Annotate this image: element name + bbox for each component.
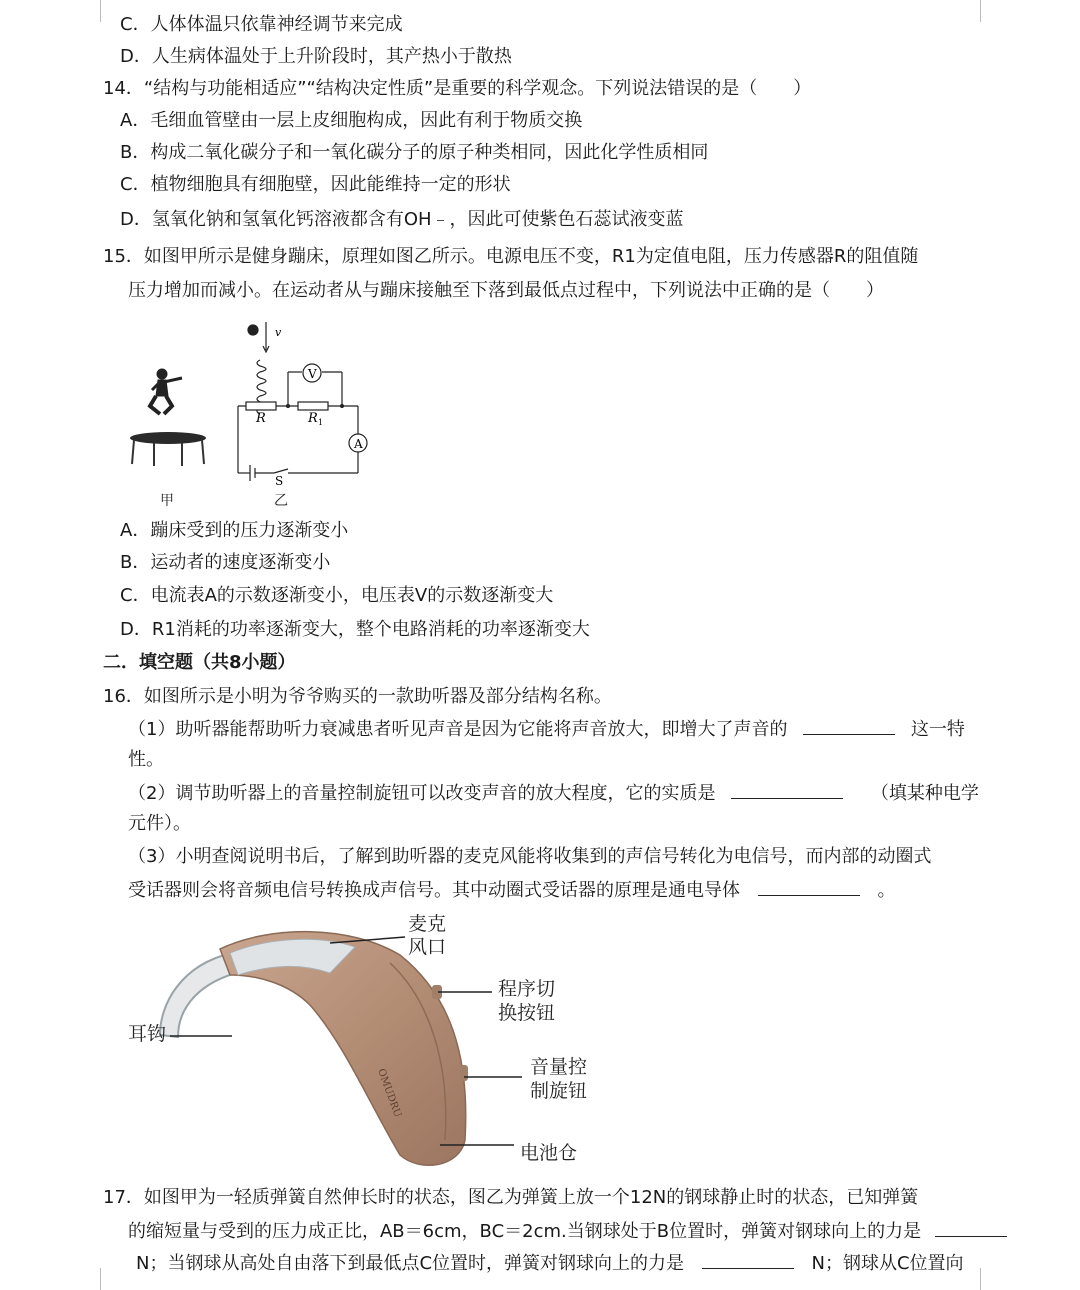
circuit-figure [226,318,376,513]
answer-blank-4[interactable] [935,1218,1007,1237]
q16-part2-text: （2）调节助听器上的音量控制旋钮可以改变声音的放大程度，它的实质是 [128,783,716,804]
label-program-button-2: 换按钮 [498,1002,556,1024]
label-ear-hook: 耳钩 [128,1023,167,1045]
label-program-button-1: 程序切 [498,978,556,1000]
label-voltmeter: V [308,367,317,381]
q17-line3-tail: N；钢球从C位置向 [811,1253,964,1274]
trampoline-mat [130,432,206,444]
q16-part1 [128,716,965,742]
figure-label-yi: 乙 [274,493,288,509]
section-title: 二．填空题（共8小题） [103,652,296,673]
q16-stem: 16．如图所示是小明为爷爷购买的一款助听器及部分结构名称。 [103,686,612,707]
volume-knob-icon [460,1065,468,1081]
trampoline-figure [120,360,220,510]
q13-option-c: C．人体体温只依靠神经调节来完成 [120,14,403,35]
label-switch: S [275,474,284,488]
q14-option-c: C．植物细胞具有细胞壁，因此能维持一定的形状 [120,174,511,195]
q16-part2-cont: 元件）。 [128,813,191,834]
q16-part1-text: （1）助听器能帮助听力衰减患者听见声音是因为它能将声音放大，即增大了声音的 [128,719,788,740]
q16-part2 [128,780,979,806]
q16-part1-tail: 这一特 [910,719,965,740]
label-volume-knob-1: 音量控 [530,1056,588,1078]
figure-label-jia: 甲 [160,493,174,509]
jumper-icon [150,369,182,414]
q15-option-d: D．R1消耗的功率逐渐变大，整个电路消耗的功率逐渐变大 [120,619,590,640]
answer-blank-2[interactable] [731,780,843,799]
q14-option-d: D．氢氧化钠和氢氧化钙溶液都含有OH﹣，因此可使紫色石蕊试液变蓝 [120,209,684,230]
q17-line3-text: N；当钢球从高处自由落下到最低点C位置时，弹簧对钢球向上的力是 [136,1253,685,1274]
q15-option-b: B．运动者的速度逐渐变小 [120,552,331,573]
q17-line3 [136,1250,964,1276]
label-resistor-r: R [256,411,266,426]
crop-mark [78,0,101,22]
q16-part3-line2 [128,877,895,903]
answer-blank-5[interactable] [702,1250,794,1269]
q15-option-a: A．蹦床受到的压力逐渐变小 [120,520,349,541]
q16-part3-line1: （3）小明查阅说明书后，了解到助听器的麦克风能将收集到的声信号转化为电信号，而内部的动圈式 [128,846,932,867]
label-resistor-r1: R [308,411,318,426]
label-volume-knob-2: 制旋钮 [530,1080,588,1102]
q17-line1: 17．如图甲为一轻质弹簧自然伸长时的状态，图乙为弹簧上放一个12N的钢球静止时的状态，已知弹簧 [103,1187,919,1208]
hearing-aid-figure [120,905,600,1175]
label-resistor-r1-sub: 1 [318,418,324,427]
q16-part3-text: 受话器则会将音频电信号转换成声信号。其中动圈式受话器的原理是通电导体 [128,880,740,901]
label-velocity: v [275,326,282,339]
crop-mark [980,0,1003,22]
q13-option-d: D．人生病体温处于上升阶段时，其产热小于散热 [120,46,512,67]
q14-option-b: B．构成二氧化碳分子和一氧化碳分子的原子种类相同，因此化学性质相同 [120,142,709,163]
q15-stem-line1: 15．如图甲所示是健身蹦床，原理如图乙所示。电源电压不变，R1为定值电阻，压力传感器R的阻值随 [103,246,919,267]
q17-line2 [128,1218,1007,1244]
q14-stem: 14．“结构与功能相适应”“结构决定性质”是重要的科学观念。下列说法错误的是（ ） [103,78,812,99]
label-microphone-2: 风口 [408,936,447,958]
brand-text: OMUDRU [375,1067,403,1119]
q16-part2-tail: （填某种电学 [870,783,979,804]
answer-blank-1[interactable] [803,716,895,735]
q17-line2-text: 的缩短量与受到的压力成正比，AB＝6cm，BC＝2cm.当钢球处于B位置时，弹簧对钢球向上的力是 [128,1221,922,1242]
q15-option-c: C．电流表A的示数逐渐变小，电压表V的示数逐渐变大 [120,585,554,606]
ball-icon [248,325,258,335]
q16-part1-cont: 性。 [128,749,164,770]
q14-option-a: A．毛细血管壁由一层上皮细胞构成，因此有利于物质交换 [120,110,583,131]
q15-stem-line2: 压力增加而减小。在运动者从与蹦床接触至下落到最低点过程中，下列说法中正确的是（ ） [128,280,884,301]
label-battery-compartment: 电池仓 [520,1142,578,1164]
label-ammeter: A [354,437,363,451]
answer-blank-3[interactable] [758,877,860,896]
label-microphone-1: 麦克 [408,913,447,935]
q16-part3-tail: 。 [877,880,896,901]
